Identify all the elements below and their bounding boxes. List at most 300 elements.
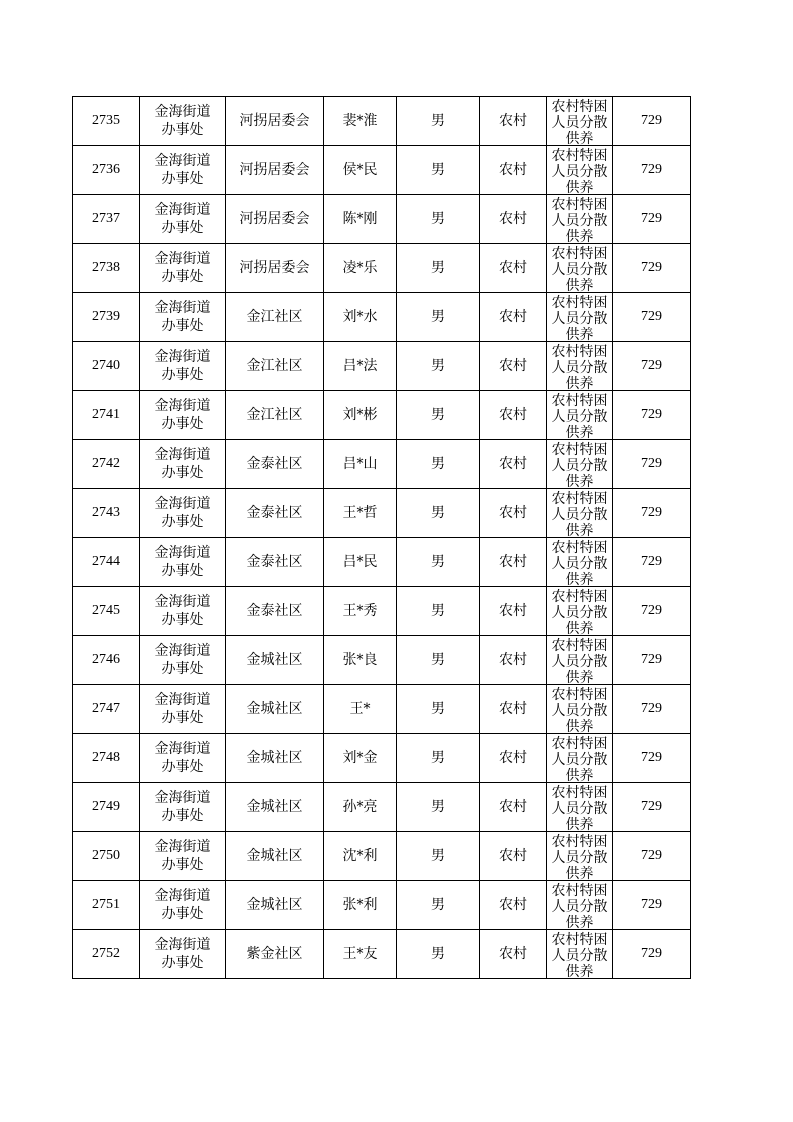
table-row (73, 587, 691, 636)
cell-amount-text: 729 (641, 848, 662, 863)
table-row (73, 538, 691, 587)
cell-support-category (547, 440, 613, 489)
cell-household-type (480, 587, 547, 636)
cell-amount (613, 195, 691, 244)
cell-community (226, 391, 324, 440)
cell-community (226, 293, 324, 342)
cell-street-office-text: 金海街道办事处 (154, 447, 211, 481)
cell-household-type (480, 881, 547, 930)
cell-serial-number-text: 2748 (92, 750, 120, 765)
cell-sex-text: 男 (431, 554, 445, 570)
cell-community (226, 342, 324, 391)
cell-person-name-text: 吕*法 (342, 358, 378, 374)
cell-street-office-text: 金海街道办事处 (154, 888, 211, 922)
table-row (73, 930, 691, 979)
table-row (73, 342, 691, 391)
cell-serial-number-text: 2745 (92, 603, 120, 618)
cell-serial-number-text: 2736 (92, 162, 120, 177)
table-row (73, 734, 691, 783)
cell-serial-number (73, 783, 140, 832)
cell-serial-number (73, 440, 140, 489)
cell-person-name (324, 440, 397, 489)
cell-serial-number-text: 2751 (92, 897, 120, 912)
cell-sex (397, 783, 480, 832)
cell-serial-number (73, 146, 140, 195)
cell-street-office (140, 342, 226, 391)
cell-household-type (480, 97, 547, 146)
cell-street-office (140, 783, 226, 832)
cell-serial-number-text: 2746 (92, 652, 120, 667)
cell-sex (397, 832, 480, 881)
cell-household-type (480, 391, 547, 440)
cell-household-type (480, 342, 547, 391)
cell-street-office (140, 195, 226, 244)
table-row (73, 636, 691, 685)
cell-sex (397, 734, 480, 783)
cell-street-office (140, 97, 226, 146)
cell-amount (613, 636, 691, 685)
cell-person-name (324, 146, 397, 195)
cell-community (226, 489, 324, 538)
table-row (73, 440, 691, 489)
cell-sex-text: 男 (431, 309, 445, 325)
cell-support-category (547, 636, 613, 685)
cell-street-office-text: 金海街道办事处 (154, 104, 211, 138)
cell-sex-text: 男 (431, 799, 445, 815)
cell-amount-text: 729 (641, 113, 662, 128)
cell-sex (397, 685, 480, 734)
cell-person-name (324, 636, 397, 685)
cell-person-name-text: 侯*民 (342, 162, 378, 178)
cell-community (226, 146, 324, 195)
cell-serial-number-text: 2750 (92, 848, 120, 863)
cell-serial-number-text: 2744 (92, 554, 120, 569)
cell-community (226, 97, 324, 146)
cell-amount (613, 440, 691, 489)
cell-street-office-text: 金海街道办事处 (154, 839, 211, 873)
cell-street-office (140, 734, 226, 783)
cell-household-type-text: 农村 (499, 603, 527, 619)
cell-serial-number (73, 636, 140, 685)
cell-community-text: 金城社区 (246, 799, 303, 815)
cell-sex-text: 男 (431, 652, 445, 668)
cell-amount (613, 97, 691, 146)
cell-person-name-text: 吕*民 (342, 554, 378, 570)
cell-amount (613, 244, 691, 293)
cell-community (226, 832, 324, 881)
table-row (73, 195, 691, 244)
cell-person-name-text: 刘*金 (342, 750, 378, 766)
cell-household-type (480, 440, 547, 489)
cell-person-name (324, 489, 397, 538)
cell-household-type-text: 农村 (499, 260, 527, 276)
cell-street-office (140, 636, 226, 685)
cell-household-type-text: 农村 (499, 456, 527, 472)
cell-support-category-text: 农村特困人员分散供养 (551, 539, 608, 586)
table-body (73, 97, 691, 979)
cell-sex-text: 男 (431, 162, 445, 178)
cell-community-text: 河拐居委会 (239, 162, 310, 178)
cell-support-category (547, 489, 613, 538)
cell-community (226, 636, 324, 685)
cell-street-office-text: 金海街道办事处 (154, 202, 211, 236)
cell-household-type (480, 244, 547, 293)
cell-support-category-text: 农村特困人员分散供养 (551, 686, 608, 733)
cell-amount-text: 729 (641, 260, 662, 275)
cell-sex-text: 男 (431, 407, 445, 423)
cell-person-name (324, 244, 397, 293)
cell-support-category (547, 930, 613, 979)
cell-amount-text: 729 (641, 162, 662, 177)
cell-sex-text: 男 (431, 211, 445, 227)
cell-street-office-text: 金海街道办事处 (154, 398, 211, 432)
cell-serial-number (73, 930, 140, 979)
cell-community-text: 金城社区 (246, 897, 303, 913)
cell-amount (613, 881, 691, 930)
cell-serial-number (73, 97, 140, 146)
cell-amount-text: 729 (641, 750, 662, 765)
cell-serial-number (73, 832, 140, 881)
cell-sex-text: 男 (431, 701, 445, 717)
cell-household-type-text: 农村 (499, 162, 527, 178)
cell-person-name-text: 王* (349, 701, 371, 717)
cell-serial-number (73, 587, 140, 636)
cell-sex (397, 587, 480, 636)
cell-household-type-text: 农村 (499, 701, 527, 717)
cell-sex (397, 244, 480, 293)
cell-community-text: 紫金社区 (246, 946, 303, 962)
cell-household-type-text: 农村 (499, 750, 527, 766)
cell-household-type (480, 783, 547, 832)
table-row (73, 391, 691, 440)
cell-sex (397, 930, 480, 979)
cell-person-name-text: 凌*乐 (342, 260, 378, 276)
cell-support-category-text: 农村特困人员分散供养 (551, 735, 608, 782)
cell-street-office (140, 685, 226, 734)
cell-amount (613, 734, 691, 783)
cell-community (226, 783, 324, 832)
cell-household-type-text: 农村 (499, 407, 527, 423)
cell-street-office-text: 金海街道办事处 (154, 349, 211, 383)
cell-sex-text: 男 (431, 505, 445, 521)
table-row (73, 783, 691, 832)
cell-community (226, 440, 324, 489)
cell-street-office (140, 587, 226, 636)
cell-person-name (324, 538, 397, 587)
cell-street-office (140, 881, 226, 930)
cell-person-name (324, 587, 397, 636)
cell-sex (397, 146, 480, 195)
cell-person-name-text: 张*良 (342, 652, 378, 668)
cell-street-office-text: 金海街道办事处 (154, 251, 211, 285)
cell-serial-number (73, 195, 140, 244)
cell-amount-text: 729 (641, 456, 662, 471)
cell-person-name (324, 832, 397, 881)
cell-sex (397, 391, 480, 440)
cell-serial-number (73, 685, 140, 734)
cell-person-name (324, 881, 397, 930)
cell-street-office (140, 930, 226, 979)
cell-sex-text: 男 (431, 750, 445, 766)
cell-community-text: 金江社区 (246, 309, 303, 325)
cell-support-category (547, 195, 613, 244)
cell-street-office-text: 金海街道办事处 (154, 545, 211, 579)
cell-community (226, 930, 324, 979)
table-row (73, 146, 691, 195)
cell-household-type (480, 685, 547, 734)
cell-serial-number-text: 2747 (92, 701, 120, 716)
cell-serial-number (73, 538, 140, 587)
cell-serial-number-text: 2737 (92, 211, 120, 226)
cell-sex (397, 636, 480, 685)
cell-sex (397, 440, 480, 489)
cell-community (226, 734, 324, 783)
cell-person-name (324, 930, 397, 979)
cell-community-text: 河拐居委会 (239, 260, 310, 276)
cell-street-office-text: 金海街道办事处 (154, 692, 211, 726)
cell-support-category-text: 农村特困人员分散供养 (551, 441, 608, 488)
cell-amount-text: 729 (641, 652, 662, 667)
cell-community (226, 587, 324, 636)
cell-household-type (480, 832, 547, 881)
cell-person-name-text: 沈*利 (342, 848, 378, 864)
cell-amount-text: 729 (641, 554, 662, 569)
cell-community (226, 685, 324, 734)
cell-support-category (547, 97, 613, 146)
cell-support-category (547, 244, 613, 293)
cell-household-type-text: 农村 (499, 799, 527, 815)
cell-support-category (547, 146, 613, 195)
cell-serial-number (73, 244, 140, 293)
cell-community-text: 金泰社区 (246, 505, 303, 521)
cell-serial-number (73, 489, 140, 538)
cell-household-type-text: 农村 (499, 652, 527, 668)
cell-household-type (480, 734, 547, 783)
cell-person-name-text: 王*哲 (342, 505, 378, 521)
cell-street-office-text: 金海街道办事处 (154, 741, 211, 775)
table-row (73, 293, 691, 342)
cell-amount (613, 587, 691, 636)
cell-support-category (547, 293, 613, 342)
cell-support-category-text: 农村特困人员分散供养 (551, 294, 608, 341)
cell-person-name (324, 783, 397, 832)
cell-street-office-text: 金海街道办事处 (154, 153, 211, 187)
cell-amount-text: 729 (641, 799, 662, 814)
cell-amount-text: 729 (641, 505, 662, 520)
cell-amount (613, 783, 691, 832)
cell-street-office (140, 391, 226, 440)
cell-serial-number-text: 2741 (92, 407, 120, 422)
cell-support-category (547, 587, 613, 636)
cell-sex (397, 97, 480, 146)
cell-sex-text: 男 (431, 260, 445, 276)
cell-person-name-text: 王*友 (342, 946, 378, 962)
cell-support-category (547, 783, 613, 832)
cell-household-type-text: 农村 (499, 113, 527, 129)
cell-person-name-text: 裴*淮 (342, 113, 378, 129)
cell-amount (613, 538, 691, 587)
cell-sex (397, 342, 480, 391)
cell-support-category (547, 538, 613, 587)
cell-street-office (140, 832, 226, 881)
cell-amount (613, 489, 691, 538)
cell-amount (613, 342, 691, 391)
cell-sex (397, 881, 480, 930)
cell-household-type-text: 农村 (499, 309, 527, 325)
cell-amount-text: 729 (641, 603, 662, 618)
table-row (73, 832, 691, 881)
cell-sex-text: 男 (431, 456, 445, 472)
cell-household-type-text: 农村 (499, 554, 527, 570)
cell-serial-number-text: 2735 (92, 113, 120, 128)
cell-serial-number-text: 2749 (92, 799, 120, 814)
cell-community-text: 金城社区 (246, 701, 303, 717)
cell-street-office-text: 金海街道办事处 (154, 300, 211, 334)
cell-household-type (480, 930, 547, 979)
cell-person-name-text: 张*利 (342, 897, 378, 913)
table-row (73, 489, 691, 538)
cell-support-category (547, 391, 613, 440)
cell-support-category (547, 685, 613, 734)
cell-amount-text: 729 (641, 407, 662, 422)
cell-community (226, 244, 324, 293)
cell-support-category-text: 农村特困人员分散供养 (551, 588, 608, 635)
cell-person-name-text: 刘*水 (342, 309, 378, 325)
cell-community (226, 538, 324, 587)
cell-street-office (140, 146, 226, 195)
cell-household-type (480, 146, 547, 195)
cell-serial-number-text: 2738 (92, 260, 120, 275)
cell-community-text: 金泰社区 (246, 603, 303, 619)
cell-community-text: 金城社区 (246, 652, 303, 668)
cell-sex (397, 538, 480, 587)
cell-amount (613, 930, 691, 979)
cell-person-name (324, 195, 397, 244)
cell-amount (613, 685, 691, 734)
cell-street-office (140, 244, 226, 293)
cell-amount-text: 729 (641, 897, 662, 912)
cell-street-office-text: 金海街道办事处 (154, 643, 211, 677)
cell-sex-text: 男 (431, 358, 445, 374)
cell-support-category-text: 农村特困人员分散供养 (551, 98, 608, 145)
cell-support-category (547, 734, 613, 783)
cell-community-text: 河拐居委会 (239, 211, 310, 227)
cell-support-category (547, 342, 613, 391)
cell-sex-text: 男 (431, 113, 445, 129)
cell-street-office (140, 440, 226, 489)
cell-amount-text: 729 (641, 211, 662, 226)
cell-amount (613, 391, 691, 440)
cell-serial-number-text: 2752 (92, 946, 120, 961)
cell-person-name-text: 刘*彬 (342, 407, 378, 423)
cell-community-text: 河拐居委会 (239, 113, 310, 129)
cell-street-office (140, 489, 226, 538)
cell-support-category-text: 农村特困人员分散供养 (551, 343, 608, 390)
cell-sex (397, 195, 480, 244)
cell-amount-text: 729 (641, 946, 662, 961)
cell-amount-text: 729 (641, 358, 662, 373)
cell-household-type (480, 636, 547, 685)
cell-street-office-text: 金海街道办事处 (154, 496, 211, 530)
cell-person-name (324, 734, 397, 783)
cell-support-category-text: 农村特困人员分散供养 (551, 882, 608, 929)
cell-household-type (480, 538, 547, 587)
cell-serial-number (73, 734, 140, 783)
cell-community (226, 881, 324, 930)
cell-community (226, 195, 324, 244)
cell-sex-text: 男 (431, 603, 445, 619)
cell-street-office-text: 金海街道办事处 (154, 594, 211, 628)
cell-person-name (324, 685, 397, 734)
cell-support-category-text: 农村特困人员分散供养 (551, 147, 608, 194)
cell-serial-number-text: 2740 (92, 358, 120, 373)
cell-household-type (480, 195, 547, 244)
table-row (73, 244, 691, 293)
cell-household-type-text: 农村 (499, 505, 527, 521)
cell-serial-number (73, 342, 140, 391)
cell-serial-number-text: 2739 (92, 309, 120, 324)
cell-person-name-text: 孙*亮 (342, 799, 378, 815)
cell-sex (397, 293, 480, 342)
cell-amount (613, 146, 691, 195)
cell-street-office-text: 金海街道办事处 (154, 790, 211, 824)
cell-sex-text: 男 (431, 848, 445, 864)
cell-support-category-text: 农村特困人员分散供养 (551, 784, 608, 831)
cell-street-office-text: 金海街道办事处 (154, 937, 211, 971)
table-row (73, 685, 691, 734)
beneficiary-table (72, 96, 691, 979)
table-row (73, 97, 691, 146)
cell-amount (613, 293, 691, 342)
cell-household-type (480, 293, 547, 342)
cell-community-text: 金江社区 (246, 358, 303, 374)
cell-support-category-text: 农村特困人员分散供养 (551, 637, 608, 684)
cell-serial-number (73, 881, 140, 930)
cell-community-text: 金城社区 (246, 750, 303, 766)
cell-household-type-text: 农村 (499, 848, 527, 864)
cell-support-category (547, 881, 613, 930)
cell-support-category-text: 农村特困人员分散供养 (551, 931, 608, 978)
cell-serial-number (73, 293, 140, 342)
cell-amount (613, 832, 691, 881)
cell-household-type-text: 农村 (499, 211, 527, 227)
cell-person-name (324, 391, 397, 440)
table-row (73, 881, 691, 930)
cell-community-text: 金江社区 (246, 407, 303, 423)
cell-household-type-text: 农村 (499, 358, 527, 374)
cell-household-type-text: 农村 (499, 946, 527, 962)
cell-serial-number (73, 391, 140, 440)
cell-amount-text: 729 (641, 701, 662, 716)
cell-support-category-text: 农村特困人员分散供养 (551, 196, 608, 243)
cell-serial-number-text: 2743 (92, 505, 120, 520)
cell-household-type-text: 农村 (499, 897, 527, 913)
cell-community-text: 金泰社区 (246, 554, 303, 570)
cell-person-name-text: 吕*山 (342, 456, 378, 472)
cell-street-office (140, 538, 226, 587)
cell-person-name (324, 342, 397, 391)
cell-support-category-text: 农村特困人员分散供养 (551, 392, 608, 439)
cell-amount-text: 729 (641, 309, 662, 324)
cell-person-name-text: 王*秀 (342, 603, 378, 619)
cell-serial-number-text: 2742 (92, 456, 120, 471)
cell-support-category (547, 832, 613, 881)
cell-support-category-text: 农村特困人员分散供养 (551, 245, 608, 292)
cell-person-name (324, 97, 397, 146)
cell-community-text: 金泰社区 (246, 456, 303, 472)
cell-sex-text: 男 (431, 946, 445, 962)
cell-person-name (324, 293, 397, 342)
